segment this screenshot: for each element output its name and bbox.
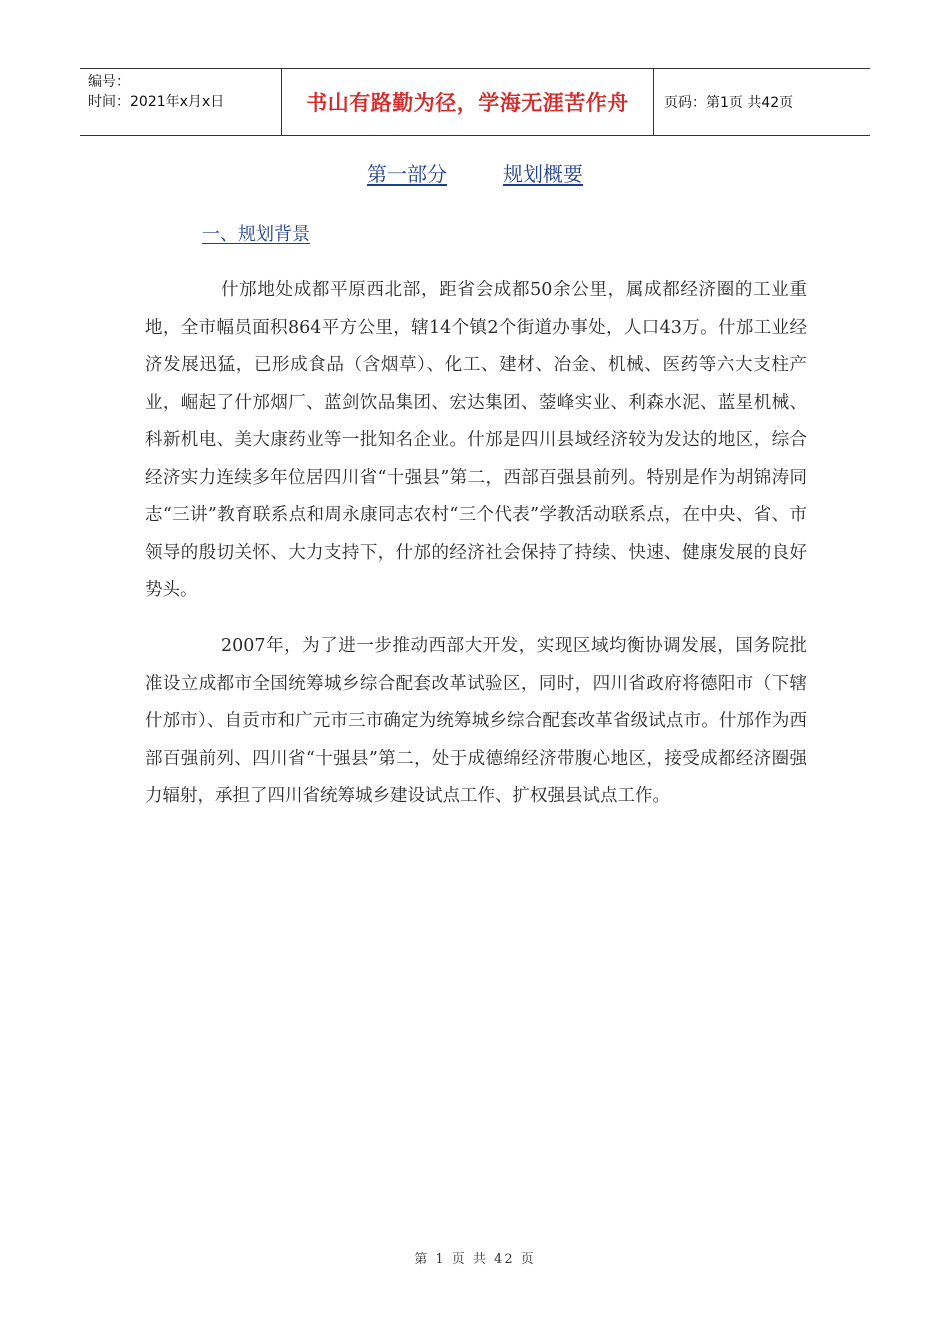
section-title: 一、规划背景 bbox=[202, 224, 310, 245]
part-name: 规划概要 bbox=[503, 162, 583, 186]
part-title bbox=[0, 158, 950, 187]
page-footer: 第 1 页 共 42 页 bbox=[414, 1252, 536, 1267]
header-table bbox=[80, 68, 870, 136]
body-paragraph-2: 2007年，为了进一步推动西部大开发，实现区域均衡协调发展，国务院批准设立成都市全国统筹城乡综合配套改革试验区，同时，四川省政府将德阳市（下辖什邡市）、自贡市和广元市三市确定为统筹城乡综合配套改革省级试点市。什邡作为西部百强前列、四川省“十强县”第二，处于成德绵经济带腹心地区，接受成都经济圈强力辐射，承担了四川省统筹城乡建设试点工作、扩权强县试点工作。 bbox=[145, 636, 807, 806]
document-number-label: 编号： bbox=[88, 74, 130, 90]
header-motto-cell bbox=[281, 69, 654, 135]
document-time-label: 时间：2021年x月x日 bbox=[88, 94, 225, 110]
part-number: 第一部分 bbox=[367, 162, 447, 186]
header-meta bbox=[80, 69, 281, 135]
header-motto: 书山有路勤为径，学海无涯苦作舟 bbox=[306, 90, 629, 115]
body-paragraph-1: 什邡地处成都平原西北部，距省会成都50余公里，属成都经济圈的工业重地，全市幅员面积864平方公里，辖14个镇2个街道办事处，人口43万。什邡工业经济发展迅猛，已形成食品（含烟草）、化工、建材、冶金、机械、医药等六大支柱产业，崛起了什邡烟厂、蓝剑饮品集团、宏达集团、蓥峰实业、利森水泥、蓝星机械、科新机电、美大康药业等一批知名企业。什邡是四川县域经济较为发达的地区，综合经济实力连续多年位居四川省“十强县”第二，西部百强县前列。特别是作为胡锦涛同志“三讲”教育联系点和周永康同志农村“三个代表”学教活动联系点，在中央、省、市领导的殷切关怀、大力支持下，什邡的经济社会保持了持续、快速、健康发展的良好势头。 bbox=[145, 280, 807, 600]
header-page-info: 页码：第1页 共42页 bbox=[664, 95, 794, 111]
